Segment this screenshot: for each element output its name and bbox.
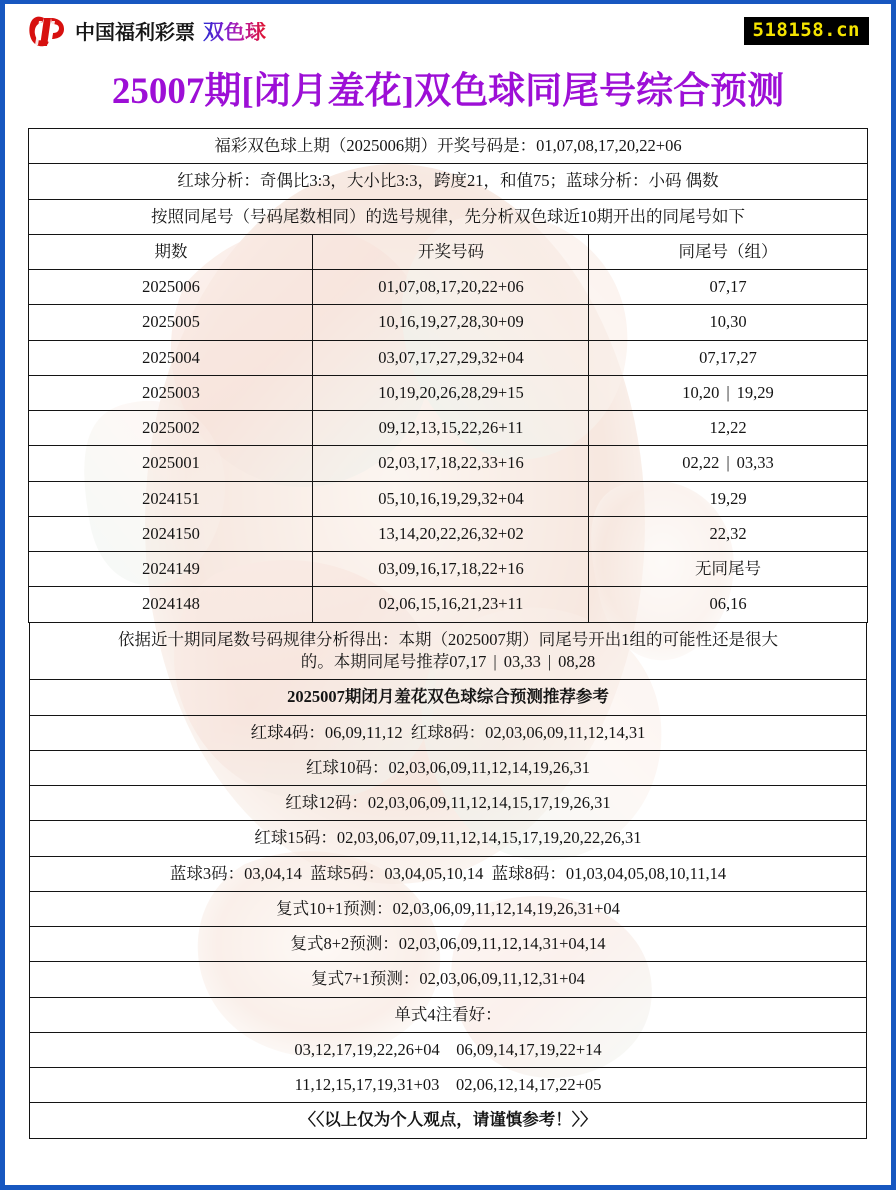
red8-value: 02,03,06,09,11,12,14,31 bbox=[485, 722, 646, 742]
history-rows-container bbox=[29, 270, 867, 623]
table-row bbox=[29, 305, 867, 340]
cell-numbers: 03,09,16,17,18,22+16 bbox=[313, 552, 589, 587]
cell-issue: 2025003 bbox=[29, 375, 313, 410]
column-header-tails: 同尾号（组） bbox=[589, 234, 867, 269]
tail-group: 19,29 bbox=[709, 488, 747, 508]
analysis-row bbox=[29, 164, 867, 199]
table-row bbox=[29, 516, 867, 551]
compound-7-1-text: 复式7+1预测：02,03,06,09,11,12,31+04 bbox=[30, 962, 867, 997]
blue5-value: 03,04,05,10,14 bbox=[384, 863, 484, 883]
red-15-row bbox=[30, 821, 867, 856]
tail-group: 07,17,27 bbox=[699, 347, 757, 367]
page-title: 25007期[闭月羞花]双色球同尾号综合预测 bbox=[111, 71, 785, 112]
blue8-value: 01,03,04,05,08,10,11,14 bbox=[565, 863, 727, 883]
singles-heading: 单式4注看好： bbox=[30, 997, 867, 1032]
red10-text: 红球10码：02,03,06,09,11,12,14,19,26,31 bbox=[30, 750, 867, 785]
recommended-tail-group: 07,17 bbox=[449, 651, 487, 671]
cell-issue: 2024148 bbox=[29, 587, 313, 622]
blue3-label: 蓝球3码： bbox=[169, 863, 245, 883]
cell-issue: 2024151 bbox=[29, 481, 313, 516]
tail-group: 02,22 bbox=[682, 453, 720, 473]
china-welfare-lottery-logo-icon bbox=[27, 15, 67, 49]
red-10-row bbox=[30, 750, 867, 785]
disclaimer-row bbox=[30, 1103, 867, 1138]
last-draw-text: 福彩双色球上期（2025006期）开奖号码是：01,07,08,17,20,22+06 bbox=[29, 129, 867, 164]
prediction-section-title: 2025007期闭月羞花双色球综合预测推荐参考 bbox=[30, 680, 867, 715]
table-row bbox=[29, 340, 867, 375]
tail-separator: | bbox=[493, 651, 497, 671]
table-row bbox=[29, 375, 867, 410]
prediction-section-title-row bbox=[30, 680, 867, 715]
tail-group: 10,30 bbox=[709, 312, 747, 332]
cell-numbers: 05,10,16,19,29,32+04 bbox=[313, 481, 589, 516]
blue-codes-cell bbox=[30, 856, 867, 891]
single-bet-1: 03,12,17,19,22,26+04 bbox=[294, 1039, 440, 1059]
cell-issue: 2025004 bbox=[29, 340, 313, 375]
site-url-badge: 518158.cn bbox=[744, 17, 869, 45]
cell-issue: 2025005 bbox=[29, 305, 313, 340]
cell-issue: 2025001 bbox=[29, 446, 313, 481]
singles-heading-row bbox=[30, 997, 867, 1032]
cell-tails bbox=[589, 411, 867, 446]
red-4-and-8-cell bbox=[30, 715, 867, 750]
analysis-text: 红球分析：奇偶比3:3，大小比3:3，跨度21，和值75；蓝球分析：小码 偶数 bbox=[29, 164, 867, 199]
cell-tails bbox=[589, 340, 867, 375]
conclusion-recommended-tails bbox=[449, 652, 595, 671]
compound-10-1-row bbox=[30, 891, 867, 926]
singles-row-1-cell bbox=[30, 1032, 867, 1067]
conclusion-table bbox=[29, 622, 867, 681]
cell-issue: 2024149 bbox=[29, 552, 313, 587]
tail-group: 19,29 bbox=[736, 382, 774, 402]
singles-row-2-cell bbox=[30, 1068, 867, 1103]
singles-row-2 bbox=[30, 1068, 867, 1103]
cell-numbers: 01,07,08,17,20,22+06 bbox=[313, 270, 589, 305]
brand-name-ssq: 双色球 bbox=[203, 19, 266, 44]
cell-tails bbox=[589, 305, 867, 340]
prediction-table bbox=[29, 679, 867, 1138]
rule-text: 按照同尾号（号码尾数相同）的选号规律，先分析双色球近10期开出的同尾号如下 bbox=[29, 199, 867, 234]
conclusion-text bbox=[30, 622, 867, 680]
tail-separator: | bbox=[547, 651, 552, 671]
tail-group: 10,20 bbox=[682, 382, 720, 402]
rule-row bbox=[29, 199, 867, 234]
red12-text: 红球12码：02,03,06,09,11,12,14,15,17,19,26,31 bbox=[30, 786, 867, 821]
recommended-tail-group: 08,28 bbox=[558, 651, 596, 671]
cell-issue: 2025006 bbox=[29, 270, 313, 305]
tail-group: 03,33 bbox=[736, 453, 774, 473]
conclusion-line2-prefix: 的。本期同尾号推荐 bbox=[300, 651, 450, 671]
blue5-label: 蓝球5码： bbox=[310, 863, 385, 883]
red-4-8-row bbox=[30, 715, 867, 750]
conclusion-line1: 依据近十期同尾数号码规律分析得出：本期（2025007期）同尾号开出1组的可能性还是很大 bbox=[118, 629, 778, 649]
cell-tails bbox=[589, 481, 867, 516]
recommended-tail-group: 03,33 bbox=[503, 651, 541, 671]
disclaimer-text: 〈〈以上仅为个人观点，请谨慎参考！〉〉 bbox=[30, 1103, 867, 1138]
brand-name-cn: 中国福利彩票 bbox=[75, 20, 195, 44]
cell-numbers: 03,07,17,27,29,32+04 bbox=[313, 340, 589, 375]
table-row bbox=[29, 552, 867, 587]
tail-separator: | bbox=[726, 382, 730, 402]
tail-group: 22,32 bbox=[709, 523, 747, 543]
single-bet-2: 06,09,14,17,19,22+14 bbox=[456, 1039, 602, 1059]
cell-tails bbox=[589, 587, 867, 622]
cell-tails bbox=[589, 375, 867, 410]
blue3-value: 03,04,14 bbox=[244, 863, 302, 883]
single-bet-4: 02,06,12,14,17,22+05 bbox=[455, 1075, 602, 1095]
red15-text: 红球15码：02,03,06,07,09,11,12,14,15,17,19,20,22,26,31 bbox=[30, 821, 867, 856]
cell-tails bbox=[589, 270, 867, 305]
column-header-issue: 期数 bbox=[29, 234, 313, 269]
history-header-row bbox=[29, 234, 867, 269]
red4-value: 06,09,11,12 bbox=[324, 722, 403, 742]
cell-numbers: 10,19,20,26,28,29+15 bbox=[313, 375, 589, 410]
cell-issue: 2024150 bbox=[29, 516, 313, 551]
table-row bbox=[29, 587, 867, 622]
table-row bbox=[29, 411, 867, 446]
red8-label: 红球8码： bbox=[410, 722, 486, 742]
single-bet-3: 11,12,15,17,19,31+03 bbox=[294, 1075, 440, 1095]
main-content-table bbox=[28, 128, 867, 623]
red-12-row bbox=[30, 786, 867, 821]
cell-numbers: 02,03,17,18,22,33+16 bbox=[313, 446, 589, 481]
tail-separator: | bbox=[726, 453, 730, 473]
compound-7-1-row bbox=[30, 962, 867, 997]
cell-numbers: 09,12,13,15,22,26+11 bbox=[313, 411, 589, 446]
cell-tails bbox=[589, 516, 867, 551]
tail-group: 12,22 bbox=[709, 418, 747, 438]
compound-8-2-text: 复式8+2预测：02,03,06,09,11,12,14,31+04,14 bbox=[30, 927, 867, 962]
last-draw-row bbox=[29, 129, 867, 164]
table-row bbox=[29, 446, 867, 481]
conclusion-row bbox=[30, 622, 867, 680]
compound-8-2-row bbox=[30, 927, 867, 962]
compound-10-1-text: 复式10+1预测：02,03,06,09,11,12,14,19,26,31+04 bbox=[30, 891, 867, 926]
tail-group: 07,17 bbox=[709, 277, 747, 297]
cell-tails bbox=[589, 446, 867, 481]
tail-group: 无同尾号 bbox=[695, 559, 761, 579]
tail-group: 06,16 bbox=[709, 594, 747, 614]
cell-numbers: 02,06,15,16,21,23+11 bbox=[313, 587, 589, 622]
singles-row-1 bbox=[30, 1032, 867, 1067]
column-header-numbers: 开奖号码 bbox=[313, 234, 589, 269]
table-row bbox=[29, 481, 867, 516]
red4-label: 红球4码： bbox=[250, 722, 325, 742]
blue8-label: 蓝球8码： bbox=[491, 863, 566, 883]
blue-codes-row bbox=[30, 856, 867, 891]
site-header bbox=[5, 4, 891, 58]
cell-numbers: 10,16,19,27,28,30+09 bbox=[313, 305, 589, 340]
table-row bbox=[29, 270, 867, 305]
cell-issue: 2025002 bbox=[29, 411, 313, 446]
cell-numbers: 13,14,20,22,26,32+02 bbox=[313, 516, 589, 551]
cell-tails bbox=[589, 552, 867, 587]
